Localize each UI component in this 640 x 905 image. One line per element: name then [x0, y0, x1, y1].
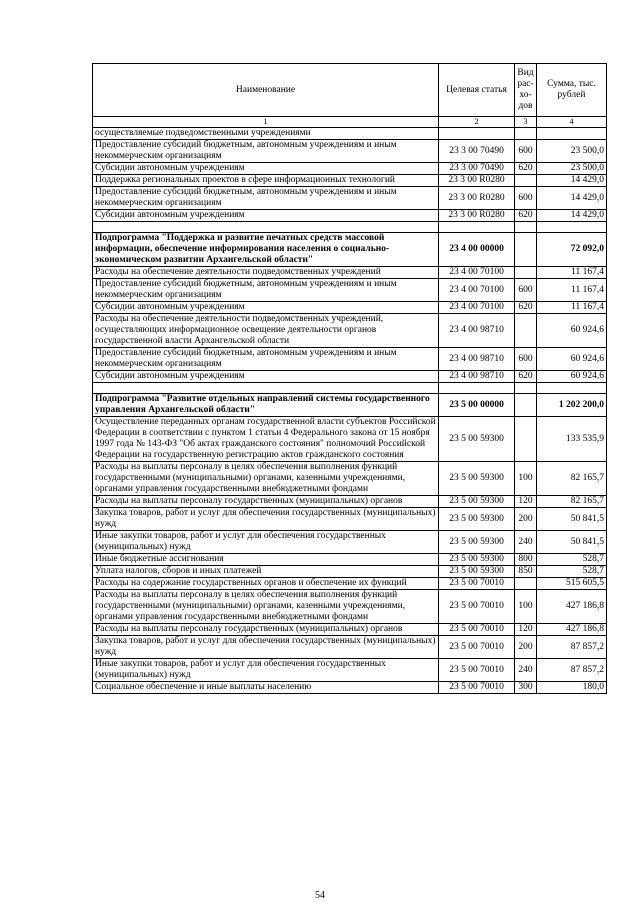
row-name-cell: Закупка товаров, работ и услуг для обеспечения государственных (муниципальных) нужд: [93, 508, 439, 531]
row-code-cell: 23 5 00 70010: [439, 636, 515, 659]
row-kind-cell: 200: [515, 636, 537, 659]
header-name: Наименование: [93, 64, 439, 117]
row-code-cell: 23 4 00 00000: [439, 233, 515, 267]
row-kind-cell: 600: [515, 279, 537, 302]
row-name-cell: Подпрограмма "Поддержка и развитие печатных средств массовой информации, обеспечение информирования населения о социально-экономическом развитии Архангельской области": [93, 233, 439, 267]
spacer-row: [93, 383, 607, 394]
row-name-cell: Предоставление субсидий бюджетным, автономным учреждениям и иным некоммерческим организациям: [93, 348, 439, 371]
row-code-cell: 23 3 00 R0280: [439, 210, 515, 222]
column-number-row: [93, 117, 607, 128]
row-sum-cell: 87 857,2: [537, 636, 607, 659]
row-sum-cell: 427 186,8: [537, 590, 607, 624]
table-row: [93, 163, 607, 175]
table-row: [93, 140, 607, 163]
row-kind-cell: 100: [515, 462, 537, 496]
table-row: [93, 267, 607, 279]
row-sum-cell: [537, 128, 607, 140]
row-kind-cell: 240: [515, 531, 537, 554]
subprogram-row: [93, 233, 607, 267]
row-sum-cell: 427 186,8: [537, 624, 607, 636]
table-row: [93, 554, 607, 566]
table-row: [93, 417, 607, 462]
row-kind-cell: 120: [515, 624, 537, 636]
row-code-cell: 23 5 00 59300: [439, 462, 515, 496]
row-sum-cell: 528,7: [537, 554, 607, 566]
row-code-cell: 23 5 00 59300: [439, 554, 515, 566]
row-kind-cell: 620: [515, 163, 537, 175]
row-kind-cell: 300: [515, 682, 537, 694]
row-kind-cell: [515, 233, 537, 267]
row-kind-cell: 620: [515, 302, 537, 314]
row-name-cell: Предоставление субсидий бюджетным, автономным учреждениям и иным некоммерческим организациям: [93, 279, 439, 302]
header-kind: Вид рас-хо-дов: [515, 64, 537, 117]
row-code-cell: [439, 383, 515, 394]
row-code-cell: 23 5 00 59300: [439, 566, 515, 578]
table-row: [93, 659, 607, 682]
row-code-cell: 23 5 00 70010: [439, 659, 515, 682]
table-row: [93, 566, 607, 578]
row-code-cell: 23 4 00 70100: [439, 267, 515, 279]
row-sum-cell: 60 924,6: [537, 348, 607, 371]
row-name-cell: Расходы на выплаты персоналу государственных (муниципальных) органов: [93, 624, 439, 636]
page-number: 54: [315, 890, 325, 901]
row-code-cell: [439, 222, 515, 233]
table-row: [93, 590, 607, 624]
row-sum-cell: 23 500,0: [537, 140, 607, 163]
row-code-cell: 23 3 00 R0280: [439, 175, 515, 187]
row-name-cell: Расходы на выплаты персоналу государственных (муниципальных) органов: [93, 496, 439, 508]
row-sum-cell: [537, 383, 607, 394]
table-row: [93, 371, 607, 383]
row-name-cell: Субсидии автономным учреждениям: [93, 163, 439, 175]
row-kind-cell: 620: [515, 210, 537, 222]
row-name-cell: Расходы на обеспечение деятельности подведомственных учреждений, осуществляющих информационное освещение деятельности органов государственной власти Архангельской области: [93, 314, 439, 348]
row-code-cell: 23 3 00 70490: [439, 140, 515, 163]
row-code-cell: 23 5 00 70010: [439, 578, 515, 590]
row-kind-cell: [515, 578, 537, 590]
row-sum-cell: 180,0: [537, 682, 607, 694]
table-row: [93, 578, 607, 590]
table-header-row: [93, 64, 607, 117]
row-kind-cell: 600: [515, 140, 537, 163]
row-kind-cell: 620: [515, 371, 537, 383]
row-sum-cell: 87 857,2: [537, 659, 607, 682]
row-kind-cell: [515, 128, 537, 140]
row-sum-cell: 14 429,0: [537, 210, 607, 222]
row-kind-cell: 600: [515, 187, 537, 210]
table-row: [93, 187, 607, 210]
row-sum-cell: 50 841,5: [537, 531, 607, 554]
row-kind-cell: 200: [515, 508, 537, 531]
row-name-cell: Расходы на содержание государственных органов и обеспечение их функций: [93, 578, 439, 590]
row-name-cell: Осуществление переданных органам государственной власти субъектов Российской Федерации в соответствии с пунктом 1 статьи 4 Федерального закона от 15 ноября 1997 года № 143-ФЗ "Об актах гражданского состояния" полномочий Российской Федерации на государственную регистрацию актов гражданского состояния: [93, 417, 439, 462]
table-row: [93, 682, 607, 694]
row-code-cell: 23 5 00 59300: [439, 417, 515, 462]
row-sum-cell: [537, 222, 607, 233]
row-sum-cell: 50 841,5: [537, 508, 607, 531]
row-kind-cell: 240: [515, 659, 537, 682]
row-code-cell: 23 4 00 70100: [439, 279, 515, 302]
row-name-cell: Предоставление субсидий бюджетным, автономным учреждениям и иным некоммерческим организациям: [93, 140, 439, 163]
row-code-cell: 23 4 00 98710: [439, 348, 515, 371]
row-kind-cell: [515, 267, 537, 279]
table-row: [93, 636, 607, 659]
header-code: Целевая статья: [439, 64, 515, 117]
row-name-cell: [93, 383, 439, 394]
row-sum-cell: 82 165,7: [537, 496, 607, 508]
subprogram-row: [93, 394, 607, 417]
table-row: [93, 462, 607, 496]
row-code-cell: 23 5 00 59300: [439, 531, 515, 554]
row-kind-cell: [515, 175, 537, 187]
table-row: [93, 175, 607, 187]
table-row: [93, 508, 607, 531]
row-sum-cell: 528,7: [537, 566, 607, 578]
row-code-cell: 23 5 00 70010: [439, 624, 515, 636]
row-sum-cell: 60 924,6: [537, 314, 607, 348]
row-sum-cell: 23 500,0: [537, 163, 607, 175]
table-row: [93, 348, 607, 371]
row-code-cell: 23 5 00 70010: [439, 682, 515, 694]
row-name-cell: Предоставление субсидий бюджетным, автономным учреждениям и иным некоммерческим организациям: [93, 187, 439, 210]
row-name-cell: [93, 222, 439, 233]
row-name-cell: осуществляемые подведомственными учреждениями: [93, 128, 439, 140]
row-code-cell: 23 3 00 70490: [439, 163, 515, 175]
row-kind-cell: [515, 314, 537, 348]
row-name-cell: Социальное обеспечение и иные выплаты населению: [93, 682, 439, 694]
row-code-cell: 23 5 00 00000: [439, 394, 515, 417]
row-name-cell: Субсидии автономным учреждениям: [93, 210, 439, 222]
row-name-cell: Расходы на выплаты персоналу в целях обеспечения выполнения функций государственными (муниципальными) органами, казенными учреждениями, органами управления государственными внебюджетными фондами: [93, 462, 439, 496]
row-code-cell: 23 5 00 59300: [439, 508, 515, 531]
row-name-cell: Уплата налогов, сборов и иных платежей: [93, 566, 439, 578]
row-code-cell: 23 5 00 59300: [439, 496, 515, 508]
header-sum: Сумма, тыс. рублей: [537, 64, 607, 117]
row-name-cell: Иные закупки товаров, работ и услуг для обеспечения государственных (муниципальных) нужд: [93, 659, 439, 682]
row-sum-cell: 11 167,4: [537, 302, 607, 314]
row-sum-cell: 133 535,9: [537, 417, 607, 462]
row-kind-cell: [515, 222, 537, 233]
row-kind-cell: [515, 383, 537, 394]
row-name-cell: Подпрограмма "Развитие отдельных направлений системы государственного управления Архангельской области": [93, 394, 439, 417]
column-number: 4: [537, 117, 607, 128]
row-name-cell: Расходы на обеспечение деятельности подведомственных учреждений: [93, 267, 439, 279]
row-sum-cell: 14 429,0: [537, 175, 607, 187]
row-sum-cell: 82 165,7: [537, 462, 607, 496]
budget-table: [92, 63, 607, 694]
row-kind-cell: 120: [515, 496, 537, 508]
spacer-row: [93, 222, 607, 233]
table-row: [93, 496, 607, 508]
row-code-cell: 23 4 00 98710: [439, 314, 515, 348]
row-sum-cell: 1 202 200,0: [537, 394, 607, 417]
column-number: 1: [93, 117, 439, 128]
column-number: 3: [515, 117, 537, 128]
row-name-cell: Субсидии автономным учреждениям: [93, 302, 439, 314]
row-kind-cell: 850: [515, 566, 537, 578]
row-sum-cell: 515 605,5: [537, 578, 607, 590]
row-name-cell: Иные бюджетные ассигнования: [93, 554, 439, 566]
table-row: [93, 314, 607, 348]
row-sum-cell: 72 092,0: [537, 233, 607, 267]
row-kind-cell: [515, 394, 537, 417]
row-code-cell: 23 4 00 98710: [439, 371, 515, 383]
table-row: [93, 531, 607, 554]
row-kind-cell: 600: [515, 348, 537, 371]
table-row: [93, 279, 607, 302]
row-sum-cell: 60 924,6: [537, 371, 607, 383]
row-name-cell: Субсидии автономным учреждениям: [93, 371, 439, 383]
table-row: [93, 624, 607, 636]
column-number: 2: [439, 117, 515, 128]
row-kind-cell: [515, 417, 537, 462]
row-sum-cell: 11 167,4: [537, 279, 607, 302]
row-code-cell: 23 3 00 R0280: [439, 187, 515, 210]
row-code-cell: 23 4 00 70100: [439, 302, 515, 314]
table-row: [93, 302, 607, 314]
row-kind-cell: 100: [515, 590, 537, 624]
row-code-cell: 23 5 00 70010: [439, 590, 515, 624]
row-sum-cell: 14 429,0: [537, 187, 607, 210]
row-code-cell: [439, 128, 515, 140]
row-sum-cell: 11 167,4: [537, 267, 607, 279]
row-kind-cell: 800: [515, 554, 537, 566]
table-row: [93, 128, 607, 140]
table-row: [93, 210, 607, 222]
table-body: [93, 128, 607, 694]
row-name-cell: Поддержка региональных проектов в сфере информационных технологий: [93, 175, 439, 187]
row-name-cell: Иные закупки товаров, работ и услуг для обеспечения государственных (муниципальных) нужд: [93, 531, 439, 554]
row-name-cell: Расходы на выплаты персоналу в целях обеспечения выполнения функций государственными (муниципальными) органами, казенными учреждениями, органами управления государственными внебюджетными фондами: [93, 590, 439, 624]
row-name-cell: Закупка товаров, работ и услуг для обеспечения государственных (муниципальных) нужд: [93, 636, 439, 659]
